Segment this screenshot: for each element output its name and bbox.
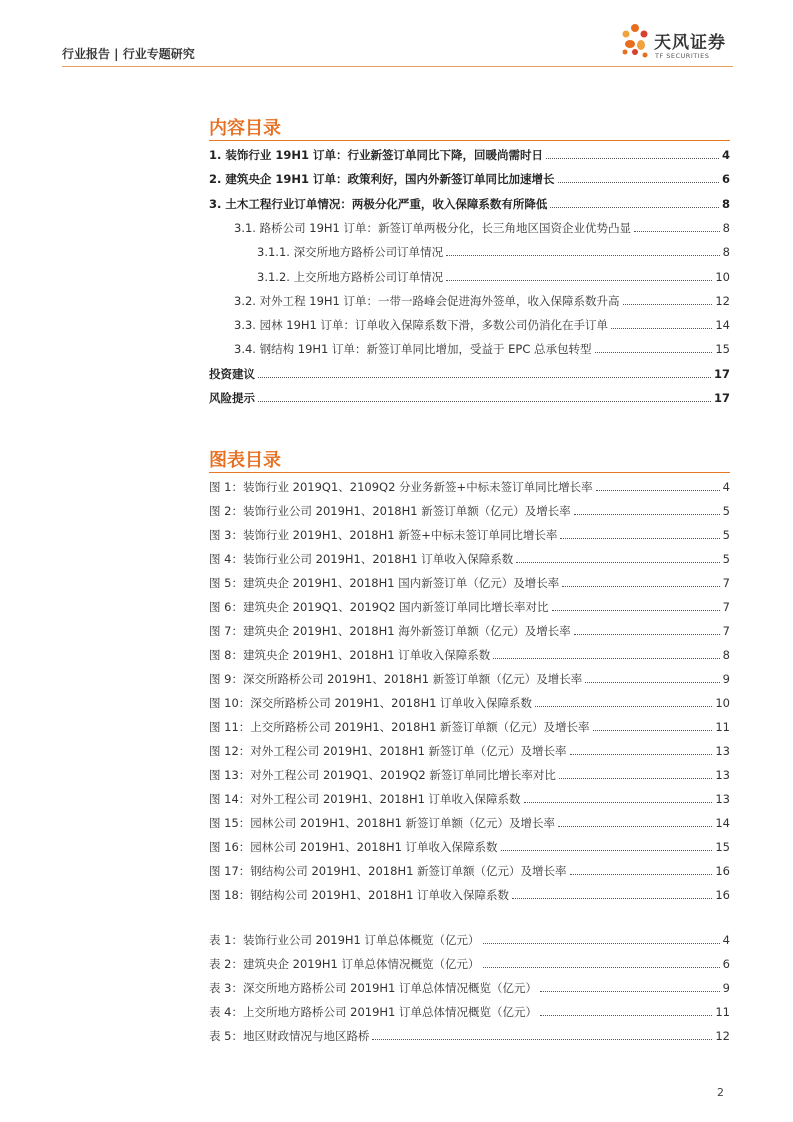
toc-entry-title: 图 15：园林公司 2019H1、2018H1 新签订单额（亿元）及增长率 — [209, 816, 556, 830]
dot-leader — [446, 280, 712, 281]
toc-entry-title: 图 6：建筑央企 2019Q1、2019Q2 国内新签订单同比增长率对比 — [209, 600, 549, 614]
dot-leader — [493, 658, 719, 659]
toc-entry-title: 图 18：钢结构公司 2019H1、2018H1 订单收入保障系数 — [209, 888, 510, 902]
figures-title-rule — [209, 472, 730, 473]
toc-entry-title: 图 17：钢结构公司 2019H1、2018H1 新签订单额（亿元）及增长率 — [209, 864, 567, 878]
dot-leader — [552, 610, 720, 611]
contents-title-rule — [209, 140, 730, 141]
toc-entry-page: 7 — [722, 624, 730, 638]
dot-leader — [535, 706, 712, 707]
toc-entry-page: 5 — [722, 552, 730, 566]
dot-leader — [570, 754, 713, 755]
contents-title: 内容目录 — [209, 118, 281, 139]
toc-entry[interactable] — [209, 215, 730, 235]
toc-entry-page: 10 — [715, 696, 730, 710]
toc-entry-page: 4 — [722, 933, 730, 947]
toc-entry-title: 3.2. 对外工程 19H1 订单：一带一路峰会促进海外签单，收入保障系数升高 — [234, 293, 620, 308]
figures-title: 图表目录 — [209, 450, 281, 471]
toc-entry-title: 表 2：建筑央企 2019H1 订单总体情况概览（亿元） — [209, 957, 480, 971]
report-breadcrumb: 行业报告 | 行业专题研究 — [62, 47, 195, 61]
toc-entry[interactable] — [209, 191, 730, 211]
toc-entry-page: 8 — [722, 220, 730, 235]
toc-entry-title: 3.1.2. 上交所地方路桥公司订单情况 — [257, 269, 444, 284]
toc-entry-title: 3.1. 路桥公司 19H1 订单：新签订单两极分化，长三角地区国资企业优势凸显 — [234, 220, 632, 235]
toc-entry[interactable] — [209, 714, 730, 734]
toc-entry[interactable] — [209, 999, 730, 1019]
dot-leader — [595, 352, 713, 353]
dot-leader — [560, 538, 719, 539]
toc-entry[interactable] — [209, 361, 730, 381]
toc-entry[interactable] — [209, 1023, 730, 1043]
toc-entry-page: 5 — [722, 528, 730, 542]
toc-entry[interactable] — [209, 264, 730, 284]
dot-leader — [524, 802, 713, 803]
toc-entry[interactable] — [209, 570, 730, 590]
toc-entry[interactable] — [209, 858, 730, 878]
toc-entry[interactable] — [209, 474, 730, 494]
toc-entry-page: 17 — [713, 391, 730, 405]
toc-entry[interactable] — [209, 786, 730, 806]
toc-entry[interactable] — [209, 927, 730, 947]
page-number: 2 — [717, 1086, 724, 1099]
toc-entry[interactable] — [209, 810, 730, 830]
dot-leader — [540, 991, 720, 992]
toc-entry[interactable] — [209, 142, 730, 162]
toc-entry[interactable] — [209, 642, 730, 662]
dot-leader — [540, 1015, 712, 1016]
toc-entry-page: 9 — [722, 981, 730, 995]
toc-entry-page: 14 — [715, 816, 730, 830]
toc-entry[interactable] — [209, 522, 730, 542]
dot-leader — [574, 514, 720, 515]
toc-entry-title: 图 8：建筑央企 2019H1、2018H1 订单收入保障系数 — [209, 648, 491, 662]
logo-text: 天风证券 — [654, 33, 726, 53]
toc-entry[interactable] — [209, 498, 730, 518]
toc-entry-page: 7 — [722, 576, 730, 590]
dot-leader — [372, 1039, 712, 1040]
toc-entry-title: 3.4. 钢结构 19H1 订单：新签订单同比增加，受益于 EPC 总承包转型 — [234, 342, 592, 357]
toc-entry-title: 1. 装饰行业 19H1 订单：行业新签订单同比下降，回暖尚需时日 — [209, 148, 544, 162]
toc-entry[interactable] — [209, 738, 730, 758]
toc-entry-title: 风险提示 — [209, 391, 255, 405]
dot-leader — [585, 682, 719, 683]
flower-logo-icon — [618, 22, 652, 62]
toc-entry-title: 图 1：装饰行业 2019Q1、2109Q2 分业务新签+中标未签订单同比增长率 — [209, 480, 593, 494]
dot-leader — [596, 490, 720, 491]
toc-entry-title: 投资建议 — [209, 366, 255, 381]
toc-entry[interactable] — [209, 762, 730, 782]
dot-leader — [501, 850, 713, 851]
toc-entry-page: 13 — [715, 792, 730, 806]
dot-leader — [559, 778, 712, 779]
dot-leader — [512, 898, 712, 899]
dot-leader — [562, 586, 719, 587]
dot-leader — [574, 634, 720, 635]
dot-leader — [611, 328, 712, 329]
company-logo — [618, 22, 738, 66]
toc-entry-page: 11 — [715, 1005, 730, 1019]
toc-entry-page: 13 — [715, 744, 730, 758]
toc-entry-title: 图 3：装饰行业 2019H1、2018H1 新签+中标未签订单同比增长率 — [209, 528, 558, 542]
dot-leader — [483, 943, 720, 944]
toc-entry-page: 8 — [722, 245, 730, 260]
toc-entry-title: 图 2：装饰行业公司 2019H1、2018H1 新签订单额（亿元）及增长率 — [209, 504, 571, 518]
toc-entry-title: 2. 建筑央企 19H1 订单：政策利好，国内外新签订单同比加速增长 — [209, 172, 555, 187]
toc-entry[interactable] — [209, 312, 730, 332]
toc-entry-page: 9 — [722, 672, 730, 686]
header-divider — [62, 66, 733, 67]
toc-entry-title: 图 7：建筑央企 2019H1、2018H1 海外新签订单额（亿元）及增长率 — [209, 624, 571, 638]
logo-subtext: TF SECURITIES — [655, 52, 710, 60]
toc-entry[interactable] — [209, 951, 730, 971]
toc-entry[interactable] — [209, 882, 730, 902]
toc-entry-title: 3.3. 园林 19H1 订单：订单收入保障系数下滑，多数公司仍消化在手订单 — [234, 318, 609, 333]
toc-entry[interactable] — [209, 336, 730, 356]
dot-leader — [634, 231, 720, 232]
toc-entry-page: 8 — [722, 648, 730, 662]
toc-entry-page: 11 — [715, 720, 730, 734]
toc-entry[interactable] — [209, 618, 730, 638]
toc-entry-title: 图 11：上交所路桥公司 2019H1、2018H1 新签订单额（亿元）及增长率 — [209, 720, 590, 734]
toc-entry-page: 10 — [715, 269, 730, 284]
toc-entry-page: 8 — [721, 196, 730, 211]
toc-entry[interactable] — [209, 546, 730, 566]
toc-entry-page: 15 — [715, 840, 730, 854]
toc-entry-page: 6 — [722, 957, 730, 971]
toc-entry[interactable] — [209, 594, 730, 614]
toc-entry-page: 16 — [715, 864, 730, 878]
dot-leader — [593, 730, 713, 731]
toc-entry-page: 7 — [722, 600, 730, 614]
toc-entry-page: 12 — [715, 1029, 730, 1043]
toc-entry[interactable] — [209, 834, 730, 854]
dot-leader — [546, 158, 719, 159]
toc-entry-page: 16 — [715, 888, 730, 902]
toc-entry[interactable] — [209, 975, 730, 995]
toc-entry-title: 图 4：装饰行业公司 2019H1、2018H1 订单收入保障系数 — [209, 552, 514, 566]
toc-entry[interactable] — [209, 239, 730, 259]
toc-entry-title: 表 3：深交所地方路桥公司 2019H1 订单总体情况概览（亿元） — [209, 981, 538, 995]
toc-entry[interactable] — [209, 385, 730, 405]
toc-entry-title: 图 12：对外工程公司 2019H1、2018H1 新签订单（亿元）及增长率 — [209, 744, 567, 758]
dot-leader — [623, 304, 713, 305]
toc-entry-title: 图 5：建筑央企 2019H1、2018H1 国内新签订单（亿元）及增长率 — [209, 576, 560, 590]
dot-leader — [558, 182, 719, 183]
toc-entry-page: 15 — [715, 342, 730, 357]
toc-entry-page: 12 — [715, 293, 730, 308]
toc-entry-page: 17 — [713, 366, 730, 381]
toc-entry-title: 图 13：对外工程公司 2019Q1、2019Q2 新签订单同比增长率对比 — [209, 768, 556, 782]
toc-entry-title: 图 10：深交所路桥公司 2019H1、2018H1 订单收入保障系数 — [209, 696, 533, 710]
toc-entry[interactable] — [209, 690, 730, 710]
dot-leader — [570, 874, 713, 875]
toc-entry[interactable] — [209, 666, 730, 686]
toc-entry-page: 14 — [715, 318, 730, 333]
toc-entry-title: 3.1.1. 深交所地方路桥公司订单情况 — [257, 245, 444, 260]
dot-leader — [558, 826, 712, 827]
toc-entry[interactable] — [209, 288, 730, 308]
dot-leader — [446, 255, 720, 256]
toc-entry-title: 表 4：上交所地方路桥公司 2019H1 订单总体情况概览（亿元） — [209, 1005, 538, 1019]
toc-entry-page: 4 — [722, 480, 730, 494]
dot-leader — [516, 562, 719, 563]
toc-entry-title: 图 14：对外工程公司 2019H1、2018H1 订单收入保障系数 — [209, 792, 521, 806]
toc-entry[interactable] — [209, 166, 730, 186]
toc-entry-title: 表 1：装饰行业公司 2019H1 订单总体概览（亿元） — [209, 933, 480, 947]
toc-entry-page: 13 — [715, 768, 730, 782]
dot-leader — [258, 401, 711, 402]
dot-leader — [550, 207, 719, 208]
toc-entry-title: 表 5：地区财政情况与地区路桥 — [209, 1029, 370, 1043]
toc-entry-title: 图 9：深交所路桥公司 2019H1、2018H1 新签订单额（亿元）及增长率 — [209, 672, 583, 686]
toc-entry-title: 3. 土木工程行业订单情况：两极分化严重，收入保障系数有所降低 — [209, 196, 548, 211]
dot-leader — [483, 967, 720, 968]
dot-leader — [258, 377, 711, 378]
toc-entry-page: 4 — [721, 148, 730, 162]
toc-entry-page: 6 — [721, 172, 730, 187]
toc-entry-title: 图 16：园林公司 2019H1、2018H1 订单收入保障系数 — [209, 840, 498, 854]
toc-entry-page: 5 — [722, 504, 730, 518]
